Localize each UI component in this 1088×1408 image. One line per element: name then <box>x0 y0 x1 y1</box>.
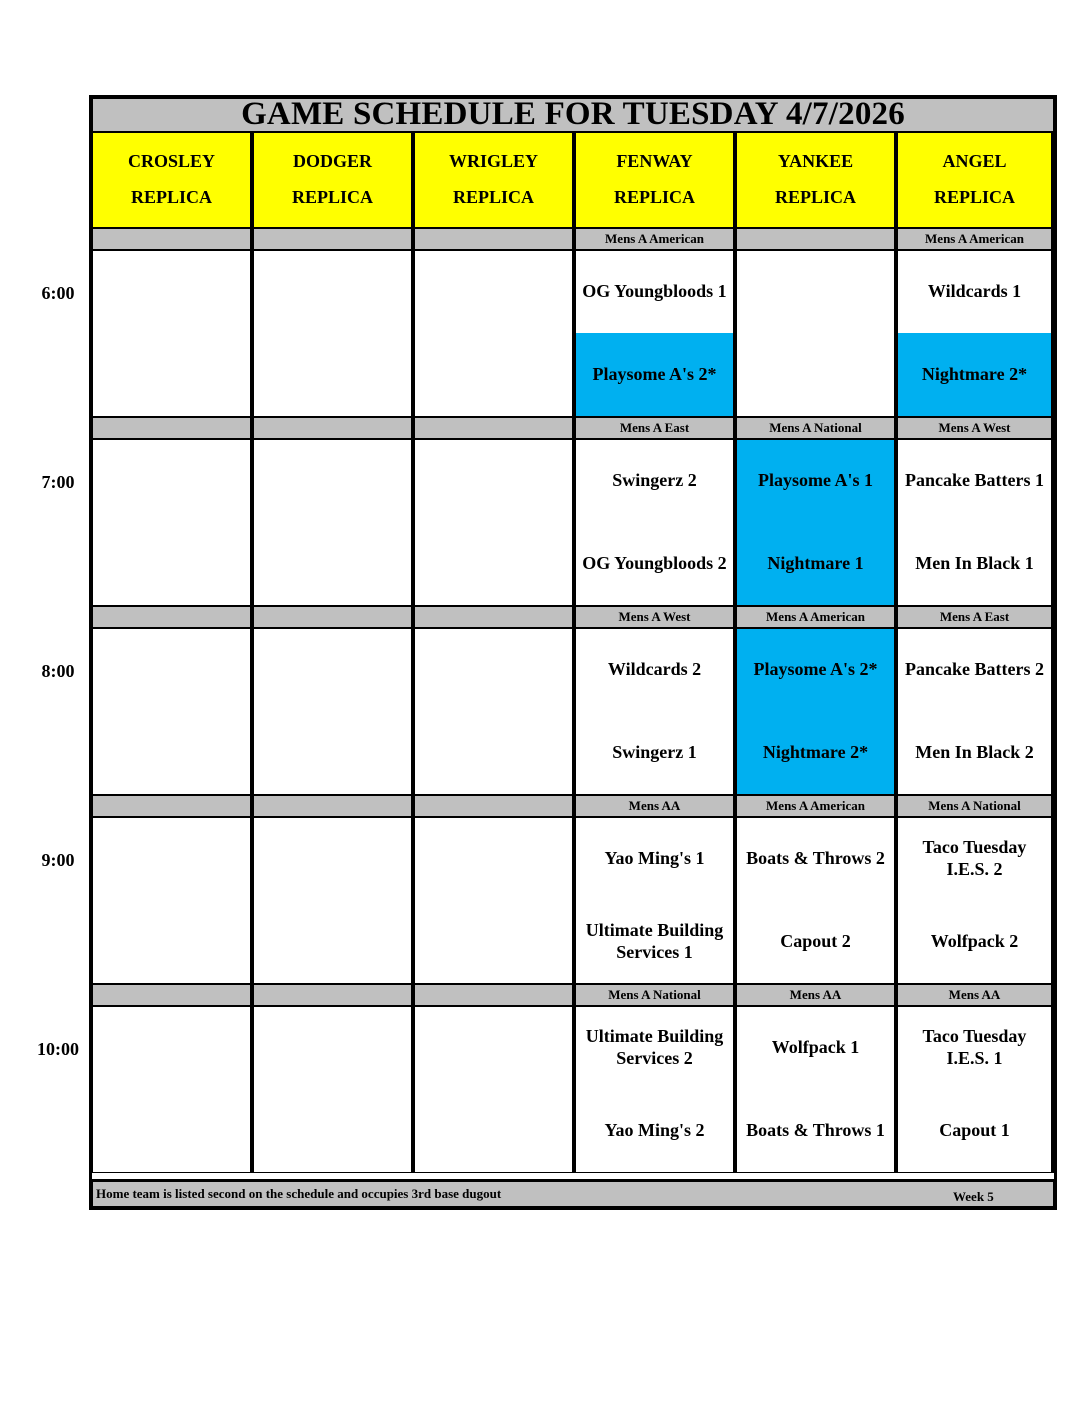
away-team <box>414 628 575 711</box>
division-label: Mens AA <box>575 795 736 817</box>
away-team: Pancake Batters 2 <box>897 628 1054 711</box>
division-label <box>736 228 897 250</box>
home-team: Men In Black 2 <box>897 711 1054 795</box>
field-type: REPLICA <box>452 187 534 207</box>
home-team <box>92 522 253 606</box>
division-label: Mens A American <box>736 606 897 628</box>
field-name: DODGER <box>292 151 372 172</box>
away-team: Boats & Throws 2 <box>736 817 897 900</box>
away-team <box>414 1006 575 1089</box>
home-team: Boats & Throws 1 <box>736 1089 897 1173</box>
home-team <box>253 1089 414 1173</box>
home-team: Nightmare 2* <box>897 333 1054 417</box>
division-label <box>253 606 414 628</box>
division-label <box>414 606 575 628</box>
division-label <box>92 984 253 1006</box>
division-label: Mens A West <box>897 417 1054 439</box>
division-label: Mens A West <box>575 606 736 628</box>
home-team: Playsome A's 2* <box>575 333 736 417</box>
home-team <box>92 1089 253 1173</box>
division-label: Mens A National <box>897 795 1054 817</box>
division-label <box>253 417 414 439</box>
division-label <box>92 417 253 439</box>
away-team: Yao Ming's 1 <box>575 817 736 900</box>
away-team <box>253 628 414 711</box>
division-label <box>414 228 575 250</box>
division-label <box>414 795 575 817</box>
division-label: Mens A East <box>575 417 736 439</box>
field-type: REPLICA <box>130 187 212 207</box>
field-name: CROSLEY <box>127 151 216 172</box>
away-team <box>253 817 414 900</box>
away-team <box>92 628 253 711</box>
division-label <box>414 417 575 439</box>
division-label: Mens A National <box>736 417 897 439</box>
time-label: 8:00 <box>41 661 75 681</box>
away-team: OG Youngbloods 1 <box>575 250 736 333</box>
division-label <box>92 795 253 817</box>
field-header <box>253 132 414 228</box>
division-label <box>253 795 414 817</box>
division-label <box>92 228 253 250</box>
away-team <box>253 439 414 522</box>
field-type: REPLICA <box>291 187 373 207</box>
away-team <box>414 250 575 333</box>
division-label: Mens A American <box>575 228 736 250</box>
away-team <box>414 439 575 522</box>
away-team: Wildcards 2 <box>575 628 736 711</box>
home-team: Nightmare 2* <box>736 711 897 795</box>
field-type: REPLICA <box>933 187 1015 207</box>
division-label <box>92 606 253 628</box>
away-team <box>253 1006 414 1089</box>
away-team <box>736 250 897 333</box>
home-team: Nightmare 1 <box>736 522 897 606</box>
away-team: Wildcards 1 <box>897 250 1054 333</box>
home-team <box>253 522 414 606</box>
away-team: Taco Tuesday I.E.S. 2 <box>897 817 1054 900</box>
division-label: Mens A National <box>575 984 736 1006</box>
away-team: Taco Tuesday I.E.S. 1 <box>897 1006 1054 1089</box>
field-name: ANGEL <box>942 151 1007 172</box>
field-name: WRIGLEY <box>448 151 538 172</box>
footer-bar <box>92 1179 1054 1207</box>
division-label <box>253 984 414 1006</box>
away-team: Playsome A's 2* <box>736 628 897 711</box>
division-label <box>414 984 575 1006</box>
schedule-table <box>89 95 1057 1210</box>
field-name: FENWAY <box>616 151 693 172</box>
away-team: Pancake Batters 1 <box>897 439 1054 522</box>
home-team: Capout 2 <box>736 900 897 984</box>
division-label: Mens AA <box>897 984 1054 1006</box>
week-label: Week 5 <box>953 1189 994 1204</box>
time-label: 10:00 <box>37 1039 79 1059</box>
home-team <box>92 333 253 417</box>
home-team <box>92 711 253 795</box>
time-label: 7:00 <box>41 472 75 492</box>
home-team <box>414 711 575 795</box>
home-team: Swingerz 1 <box>575 711 736 795</box>
field-type: REPLICA <box>774 187 856 207</box>
home-team: Ultimate Building Services 1 <box>575 900 736 984</box>
away-team <box>92 1006 253 1089</box>
time-label: 6:00 <box>41 283 75 303</box>
home-team <box>414 900 575 984</box>
home-team: Men In Black 1 <box>897 522 1054 606</box>
away-team <box>92 439 253 522</box>
home-team <box>253 711 414 795</box>
away-team: Wolfpack 1 <box>736 1006 897 1089</box>
home-team <box>92 900 253 984</box>
division-label <box>253 228 414 250</box>
home-team <box>736 333 897 417</box>
away-team: Swingerz 2 <box>575 439 736 522</box>
field-header <box>414 132 575 228</box>
away-team <box>414 817 575 900</box>
home-team: Yao Ming's 2 <box>575 1089 736 1173</box>
division-label: Mens A American <box>897 228 1054 250</box>
home-team: Capout 1 <box>897 1089 1054 1173</box>
division-label: Mens AA <box>736 984 897 1006</box>
home-team: OG Youngbloods 2 <box>575 522 736 606</box>
field-header <box>575 132 736 228</box>
home-team: Wolfpack 2 <box>897 900 1054 984</box>
home-team <box>253 333 414 417</box>
home-team <box>253 900 414 984</box>
page-title: GAME SCHEDULE FOR TUESDAY 4/7/2026 <box>92 98 1054 132</box>
home-team <box>414 1089 575 1173</box>
division-label: Mens A American <box>736 795 897 817</box>
field-type: REPLICA <box>613 187 695 207</box>
away-team <box>92 250 253 333</box>
away-team <box>92 817 253 900</box>
away-team: Ultimate Building Services 2 <box>575 1006 736 1089</box>
field-header <box>92 132 253 228</box>
division-label: Mens A East <box>897 606 1054 628</box>
home-team-note: Home team is listed second on the schedule and occupies 3rd base dugout <box>96 1186 502 1202</box>
field-header <box>736 132 897 228</box>
away-team <box>253 250 414 333</box>
time-label: 9:00 <box>41 850 75 870</box>
field-name: YANKEE <box>777 151 854 172</box>
home-team <box>414 522 575 606</box>
home-team <box>414 333 575 417</box>
field-header <box>897 132 1054 228</box>
away-team: Playsome A's 1 <box>736 439 897 522</box>
